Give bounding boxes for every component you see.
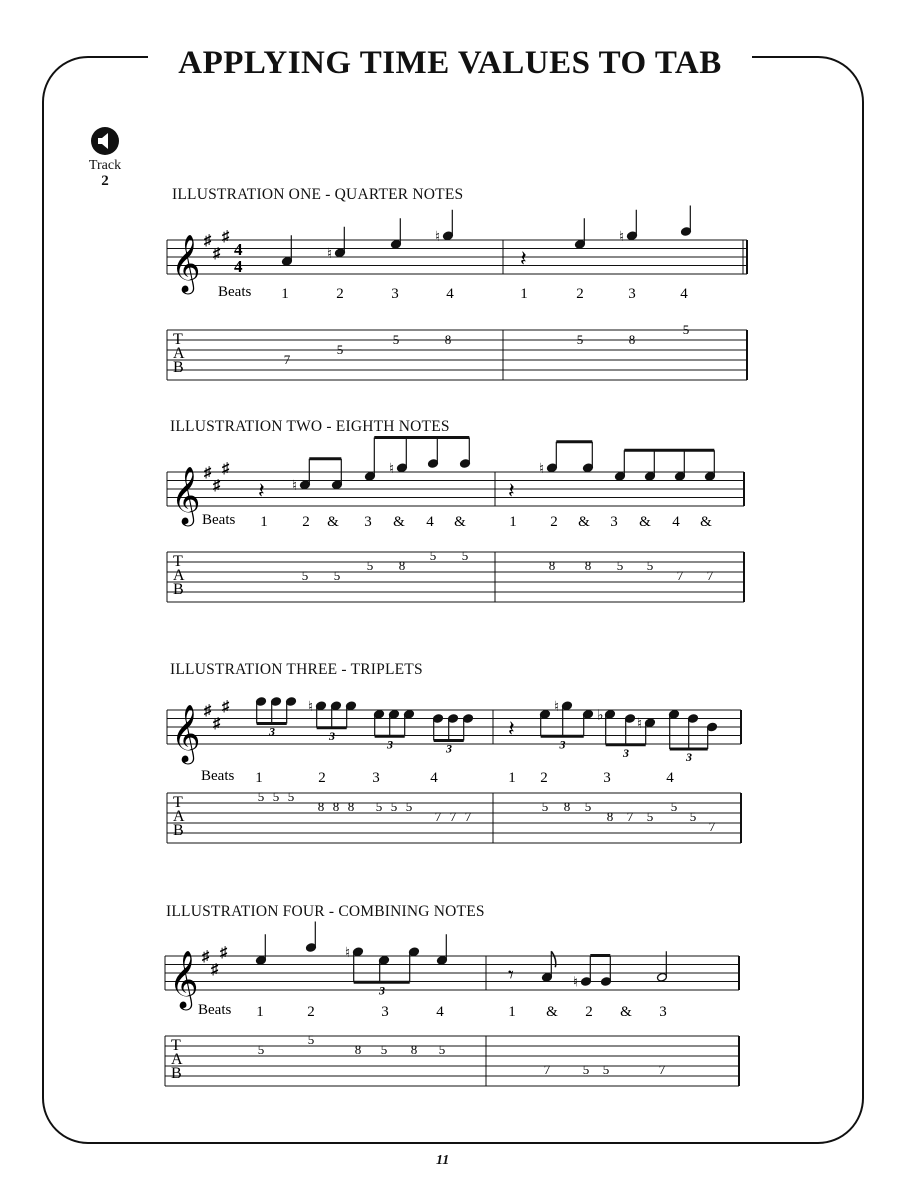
track-label: Track [88, 158, 122, 173]
music-system [0, 934, 900, 1109]
tab-fret-number: 5 [576, 332, 584, 347]
tab-fret-number: 5 [366, 558, 374, 573]
beat-count: 2 [302, 514, 310, 530]
accidental: ♮ [539, 461, 545, 477]
sharp-sign: ♯ [204, 703, 212, 719]
sharp-sign: ♯ [211, 961, 219, 978]
tuplet-number: 3 [623, 745, 629, 760]
tuplet-number: 3 [446, 741, 452, 756]
tab-clef-letter: B [173, 581, 184, 598]
tab-fret-number: 7 [543, 1062, 551, 1077]
beats-label: Beats [218, 284, 252, 300]
treble-clef: 𝄞 [171, 235, 201, 291]
time-signature-top: 4 [234, 240, 243, 259]
tab-fret-number: 7 [676, 568, 684, 583]
beat-count: & [700, 514, 712, 530]
tab-fret-number: 5 [336, 342, 344, 357]
tab-fret-number: 8 [563, 799, 571, 814]
beat-count: 3 [659, 1004, 667, 1020]
tab-fret-number: 5 [390, 799, 398, 814]
tab-fret-number: 8 [317, 799, 325, 814]
tab-fret-number: 8 [584, 558, 592, 573]
beat-count: 1 [281, 286, 289, 302]
illustration-title: ILLUSTRATION TWO - EIGHTH NOTES [170, 418, 450, 435]
tab-fret-number: 8 [347, 799, 355, 814]
tab-fret-number: 8 [628, 332, 636, 347]
tab-fret-number: 7 [658, 1062, 666, 1077]
accidental: ♮ [637, 716, 643, 732]
rest: 𝄽 [508, 716, 515, 741]
beat-count: 3 [372, 770, 380, 786]
tab-clef-letter: B [171, 1065, 182, 1082]
treble-clef: 𝄞 [169, 951, 199, 1007]
tab-fret-number: 7 [449, 809, 457, 824]
tab-fret-number: 5 [429, 548, 437, 563]
tab-fret-number: 5 [392, 332, 400, 347]
illustration-title: ILLUSTRATION THREE - TRIPLETS [170, 661, 423, 678]
tab-fret-number: 8 [548, 558, 556, 573]
speaker-icon [90, 126, 120, 156]
tab-clef-letter: A [173, 808, 185, 825]
accidental: ♮ [292, 478, 298, 494]
tab-fret-number: 5 [689, 809, 697, 824]
tab-fret-number: 7 [283, 352, 291, 367]
accidental: ♮ [308, 699, 314, 715]
tab-fret-number: 5 [584, 799, 592, 814]
tab-fret-number: 5 [682, 322, 690, 337]
tab-fret-number: 5 [257, 1042, 265, 1057]
tuplet-number: 3 [329, 728, 335, 743]
beat-count: 1 [520, 286, 528, 302]
tab-fret-number: 5 [582, 1062, 590, 1077]
tab-fret-number: 5 [438, 1042, 446, 1057]
tab-clef-letter: A [171, 1051, 183, 1068]
beat-count: 2 [540, 770, 548, 786]
beat-count: & [639, 514, 651, 530]
beat-count: 3 [364, 514, 372, 530]
tab-fret-number: 5 [405, 799, 413, 814]
rest: 𝄽 [508, 478, 515, 503]
beat-count: 1 [508, 770, 516, 786]
page-number: 11 [436, 1153, 450, 1168]
accidental: ♮ [554, 699, 560, 715]
rest: 𝄽 [258, 478, 265, 503]
tab-fret-number: 5 [670, 799, 678, 814]
beat-count: 2 [307, 1004, 315, 1020]
tab-fret-number: 5 [375, 799, 383, 814]
sharp-sign: ♯ [213, 245, 221, 262]
beats-label: Beats [202, 512, 236, 528]
tab-fret-number: 5 [646, 809, 654, 824]
beats-label: Beats [201, 768, 235, 784]
tab-fret-number: 8 [410, 1042, 418, 1057]
tab-fret-number: 8 [332, 799, 340, 814]
beat-count: 3 [628, 286, 636, 302]
tab-fret-number: 5 [461, 548, 469, 563]
accidental: ♮ [389, 461, 395, 477]
sharp-sign: ♯ [222, 460, 230, 477]
beat-count: & [393, 514, 405, 530]
tab-fret-number: 5 [333, 568, 341, 583]
tab-fret-number: 5 [541, 799, 549, 814]
accidental: ♮ [327, 246, 333, 262]
tab-clef-letter: B [173, 359, 184, 376]
beat-count: & [546, 1004, 558, 1020]
accidental: ♮ [435, 229, 441, 245]
sharp-sign: ♯ [222, 228, 230, 245]
tab-fret-number: 8 [398, 558, 406, 573]
tab-fret-number: 8 [354, 1042, 362, 1057]
tab-fret-number: 5 [380, 1042, 388, 1057]
sharp-sign: ♯ [202, 949, 210, 965]
sharp-sign: ♯ [213, 477, 221, 494]
tuplet-number: 3 [379, 983, 385, 998]
tab-fret-number: 5 [257, 789, 265, 804]
tab-clef-letter: A [173, 567, 185, 584]
tuplet-number: 3 [686, 750, 692, 764]
beat-count: 2 [550, 514, 558, 530]
beat-count: 1 [255, 770, 263, 786]
tab-clef-letter: A [173, 345, 185, 362]
illustration-title: ILLUSTRATION ONE - QUARTER NOTES [172, 186, 464, 203]
tab-clef-letter: T [173, 331, 183, 348]
beat-count: & [327, 514, 339, 530]
tab-clef-letter: T [173, 553, 183, 570]
tab-fret-number: 7 [464, 809, 472, 824]
beat-count: 4 [672, 514, 680, 530]
illustration-title: ILLUSTRATION FOUR - COMBINING NOTES [166, 903, 485, 920]
tab-clef-letter: B [173, 822, 184, 839]
tab-clef-letter: T [171, 1037, 181, 1054]
sharp-sign: ♯ [204, 465, 212, 481]
rest: 𝄾 [508, 962, 514, 987]
beat-count: 2 [576, 286, 584, 302]
tuplet-number: 3 [559, 737, 566, 752]
rest: 𝄽 [520, 246, 527, 271]
beat-count: 1 [509, 514, 517, 530]
page-title: APPLYING TIME VALUES TO TAB [148, 38, 752, 88]
beats-label: Beats [198, 1002, 232, 1018]
tab-fret-number: 5 [307, 1032, 315, 1047]
beat-count: 2 [336, 286, 344, 302]
beat-count: 4 [446, 286, 454, 302]
music-system [0, 450, 900, 625]
beat-count: 1 [260, 514, 268, 530]
music-system [0, 220, 900, 395]
sharp-sign: ♯ [220, 944, 228, 961]
beat-count: 3 [603, 770, 611, 786]
tab-fret-number: 7 [434, 809, 442, 824]
beat-count: 4 [666, 770, 674, 786]
sharp-sign: ♯ [222, 698, 230, 715]
time-signature-bottom: 4 [234, 257, 243, 276]
sharp-sign: ♯ [213, 715, 221, 732]
tuplet-number: 3 [269, 724, 275, 739]
beat-count: 4 [430, 770, 438, 786]
beat-count: 4 [436, 1004, 444, 1020]
track-number: 2 [101, 173, 109, 189]
beat-count: 2 [585, 1004, 593, 1020]
beat-count: 3 [610, 514, 618, 530]
beat-count: & [620, 1004, 632, 1020]
beat-count: 3 [391, 286, 399, 302]
tab-fret-number: 8 [444, 332, 452, 347]
beat-count: 1 [508, 1004, 516, 1020]
beat-count: 4 [680, 286, 688, 302]
tab-clef-letter: T [173, 794, 183, 811]
tab-fret-number: 5 [287, 789, 295, 804]
beat-count: 1 [256, 1004, 264, 1020]
tab-fret-number: 7 [626, 809, 634, 824]
beat-count: & [454, 514, 466, 530]
sharp-sign: ♯ [204, 233, 212, 249]
treble-clef: 𝄞 [171, 705, 201, 761]
tab-fret-number: 5 [272, 789, 280, 804]
treble-clef: 𝄞 [171, 467, 201, 523]
beat-count: 2 [318, 770, 326, 786]
accidental: ♭ [597, 708, 604, 724]
beat-count: 3 [381, 1004, 389, 1020]
beat-count: 4 [426, 514, 434, 530]
music-system [0, 690, 900, 865]
accidental: ♮ [619, 229, 625, 245]
track-indicator [80, 126, 130, 188]
tuplet-number: 3 [387, 737, 393, 752]
tab-fret-number: 5 [301, 568, 309, 583]
tab-fret-number: 7 [708, 819, 716, 834]
tab-fret-number: 7 [706, 568, 714, 583]
accidental: ♮ [573, 975, 579, 991]
tab-fret-number: 5 [646, 558, 654, 573]
tab-fret-number: 5 [602, 1062, 610, 1077]
tab-fret-number: 8 [606, 809, 614, 824]
tab-fret-number: 5 [616, 558, 624, 573]
beat-count: & [578, 514, 590, 530]
accidental: ♮ [345, 945, 351, 961]
